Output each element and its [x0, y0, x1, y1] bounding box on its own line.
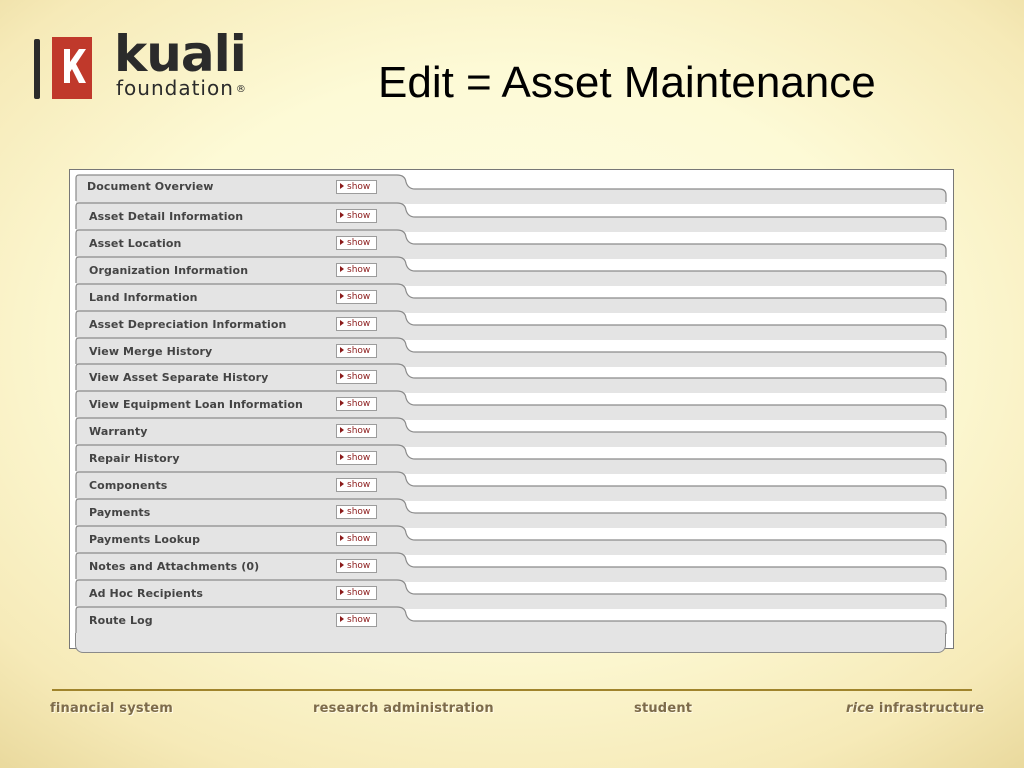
- show-button[interactable]: [336, 209, 377, 223]
- show-button-label: show: [347, 237, 371, 248]
- expand-triangle-icon: [340, 373, 344, 379]
- show-button-label: show: [347, 506, 371, 517]
- expand-triangle-icon: [340, 293, 344, 299]
- show-button[interactable]: [336, 370, 377, 384]
- section-tab-asset-detail-information: [75, 202, 948, 230]
- expand-triangle-icon: [340, 266, 344, 272]
- section-tab-payments-lookup: [75, 525, 948, 553]
- expand-triangle-icon: [340, 212, 344, 218]
- section-tab-label: Components: [89, 479, 168, 492]
- logo-subtitle: [116, 76, 247, 102]
- show-button-label: show: [347, 291, 371, 302]
- section-tab-label: Warranty: [89, 425, 148, 439]
- logo-subtitle-text: foundation: [116, 76, 234, 100]
- expand-triangle-icon: [340, 400, 344, 406]
- section-tab-label: View Equipment Loan Information: [89, 398, 303, 412]
- slide-title: Edit = Asset Maintenance: [378, 58, 876, 107]
- section-tab-shape: [75, 471, 948, 501]
- expand-triangle-icon: [340, 320, 344, 326]
- show-button-label: show: [347, 533, 371, 544]
- section-tab-warranty: [75, 417, 948, 445]
- footer-rice-infrastructure: [846, 701, 984, 716]
- expand-triangle-icon: [340, 535, 344, 541]
- show-button-label: show: [347, 399, 371, 410]
- section-tab-shape: [75, 579, 948, 609]
- logo-brand-text: kuali: [114, 25, 246, 83]
- show-button-label: show: [347, 480, 371, 490]
- logo-bar: [34, 39, 40, 99]
- expand-triangle-icon: [340, 616, 344, 622]
- footer-rice-italic: rice: [846, 701, 875, 716]
- section-tab-label: Ad Hoc Recipients: [89, 586, 203, 600]
- expand-triangle-icon: [340, 589, 344, 595]
- show-button-label: show: [347, 182, 371, 192]
- asset-maintenance-screenshot: [69, 169, 954, 649]
- footer-financial-system: financial system: [50, 701, 174, 716]
- section-tab-view-equipment-loan-information: [75, 390, 948, 418]
- section-tab-shape: [75, 283, 948, 313]
- expand-triangle-icon: [340, 508, 344, 514]
- expand-triangle-icon: [340, 562, 344, 568]
- section-tab-label: Repair History: [89, 452, 180, 466]
- section-tab-shape: [75, 606, 948, 636]
- show-button[interactable]: [336, 613, 377, 627]
- expand-triangle-icon: [340, 481, 344, 487]
- section-tab-label: Document Overview: [87, 180, 214, 193]
- show-button[interactable]: [336, 424, 377, 438]
- section-tab-label: Asset Detail Information: [89, 210, 244, 223]
- show-button[interactable]: [336, 559, 377, 573]
- registered-mark: ®: [235, 83, 247, 95]
- section-tab-label: View Merge History: [89, 344, 213, 358]
- show-button[interactable]: [336, 180, 377, 194]
- footer-divider: [52, 689, 972, 691]
- show-button[interactable]: [336, 290, 377, 304]
- footer-rice-rest: infrastructure: [874, 701, 985, 716]
- logo-k-glyph: [64, 49, 86, 83]
- show-button-label: show: [347, 560, 371, 571]
- show-button-label: show: [347, 453, 371, 464]
- section-tab-components: [75, 471, 948, 499]
- section-tab-land-information: [75, 283, 948, 311]
- section-tab-label: Payments Lookup: [89, 532, 201, 546]
- section-tab-label: Organization Information: [89, 263, 249, 277]
- section-tab-label: View Asset Separate History: [89, 371, 269, 385]
- show-button[interactable]: [336, 478, 377, 492]
- expand-triangle-icon: [340, 239, 344, 245]
- expand-triangle-icon: [340, 427, 344, 433]
- show-button[interactable]: [336, 397, 377, 411]
- show-button-label: show: [347, 587, 371, 598]
- show-button[interactable]: [336, 532, 377, 546]
- section-tab-label: Route Log: [89, 613, 153, 627]
- show-button-label: show: [347, 318, 371, 329]
- section-tab-document-overview: [75, 174, 948, 202]
- section-tab-label: Notes and Attachments (0): [89, 559, 260, 573]
- section-tab-payments: [75, 498, 948, 526]
- section-tab-shape: [75, 444, 948, 474]
- section-tab-shape: [75, 498, 948, 528]
- section-tab-label: Asset Location: [89, 236, 182, 250]
- section-tab-ad-hoc-recipients: [75, 579, 948, 607]
- show-button[interactable]: [336, 344, 377, 358]
- section-tab-asset-depreciation-information: [75, 310, 948, 338]
- section-tab-notes-and-attachments-0: [75, 552, 948, 580]
- section-tab-label: Land Information: [89, 290, 198, 304]
- show-button[interactable]: [336, 451, 377, 465]
- show-button[interactable]: [336, 505, 377, 519]
- section-tab-view-asset-separate-history: [75, 363, 948, 391]
- section-tab-shape: [75, 229, 948, 259]
- expand-triangle-icon: [340, 183, 344, 189]
- section-tab-shape: [75, 525, 948, 555]
- section-tab-shape: [75, 417, 948, 447]
- show-button-label: show: [347, 211, 371, 221]
- show-button[interactable]: [336, 236, 377, 250]
- section-tab-label: Asset Depreciation Information: [89, 317, 287, 331]
- footer-student: student: [634, 701, 693, 716]
- footer-research-administration: research administration: [313, 701, 494, 716]
- expand-triangle-icon: [340, 347, 344, 353]
- section-tabs-list: [75, 174, 948, 644]
- kuali-foundation-logo: [34, 25, 294, 104]
- show-button[interactable]: [336, 586, 377, 600]
- section-tab-asset-location: [75, 229, 948, 257]
- show-button-label: show: [347, 345, 371, 356]
- show-button[interactable]: [336, 263, 377, 277]
- show-button-label: show: [347, 614, 371, 625]
- expand-triangle-icon: [340, 454, 344, 460]
- section-tab-organization-information: [75, 256, 948, 284]
- show-button-label: show: [347, 426, 371, 437]
- show-button-label: show: [347, 372, 371, 383]
- section-tab-route-log: [75, 606, 948, 634]
- section-tab-repair-history: [75, 444, 948, 472]
- section-tab-view-merge-history: [75, 337, 948, 365]
- show-button[interactable]: [336, 317, 377, 331]
- show-button-label: show: [347, 264, 371, 275]
- section-tab-label: Payments: [89, 505, 151, 519]
- tabs-bottom-edge: [75, 633, 946, 653]
